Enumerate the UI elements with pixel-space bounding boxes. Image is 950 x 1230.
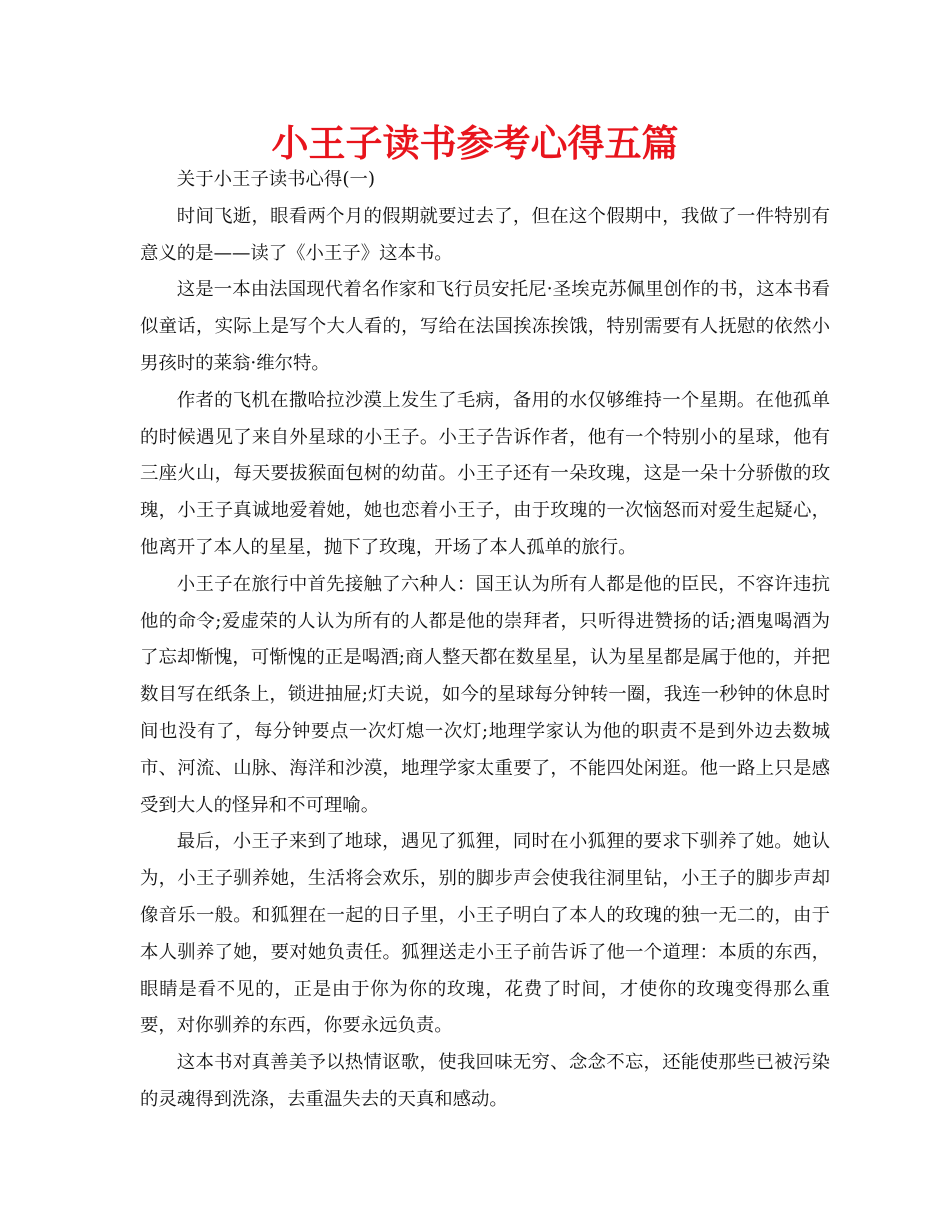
page-title: 小王子读书参考心得五篇	[271, 122, 679, 165]
paragraph: 时间飞逝，眼看两个月的假期就要过去了，但在这个假期中，我做了一件特别有意义的是——读了《小王子》这本书。	[140, 205, 830, 264]
paragraph: 小王子在旅行中首先接触了六种人：国王认为所有人都是他的臣民，不容许违抗他的命令;爱虚荣的人认为所有的人都是他的崇拜者，只听得进赞扬的话;酒鬼喝酒为了忘却惭愧，可惭愧的正是喝酒;商人整天都在数星星，认为星星都是属于他的，并把数目写在纸条上，锁进抽屉;灯夫说，如今的星球每分钟转一圈，我连一秒钟的休息时间也没有了，每分钟要点一次灯熄一次灯;地理学家认为他的职责不是到外边去数城市、河流、山脉、海洋和沙漠，地理学家太重要了，不能四处闲逛。他一路上只是感受到大人的怪异和不可理喻。	[140, 573, 830, 816]
paragraph: 这是一本由法国现代着名作家和飞行员安托尼·圣埃克苏佩里创作的书，这本书看似童话，实际上是写个大人看的，写给在法国挨冻挨饿，特别需要有人抚慰的依然小男孩时的莱翁·维尔特。	[140, 279, 830, 374]
document-body	[140, 162, 830, 1119]
paragraph: 最后，小王子来到了地球，遇见了狐狸，同时在小狐狸的要求下驯养了她。她认为，小王子驯养她，生活将会欢乐，别的脚步声会使我往洞里钻，小王子的脚步声却像音乐一般。和狐狸在一起的日子里，小王子明白了本人的玫瑰的独一无二的，由于本人驯养了她，要对她负责任。狐狸送走小王子前告诉了他一个道理：本质的东西，眼睛是看不见的，正是由于你为你的玫瑰，花费了时间，才使你的玫瑰变得那么重要，对你驯养的东西，你要永远负责。	[140, 831, 830, 1037]
paragraph: 作者的飞机在撒哈拉沙漠上发生了毛病，备用的水仅够维持一个星期。在他孤单的时候遇见了来自外星球的小王子。小王子告诉作者，他有一个特别小的星球，他有三座火山，每天要拔猴面包树的幼苗。小王子还有一朵玫瑰，这是一朵十分骄傲的玫瑰，小王子真诚地爱着她，她也恋着小王子，由于玫瑰的一次恼怒而对爱生起疑心，他离开了本人的星星，抛下了玫瑰，开场了本人孤单的旅行。	[140, 389, 830, 558]
section-heading: 关于小王子读书心得(一)	[176, 169, 376, 190]
paragraph: 这本书对真善美予以热情讴歌，使我回味无穷、念念不忘，还能使那些已被污染的灵魂得到洗涤，去重温失去的天真和感动。	[140, 1052, 830, 1110]
